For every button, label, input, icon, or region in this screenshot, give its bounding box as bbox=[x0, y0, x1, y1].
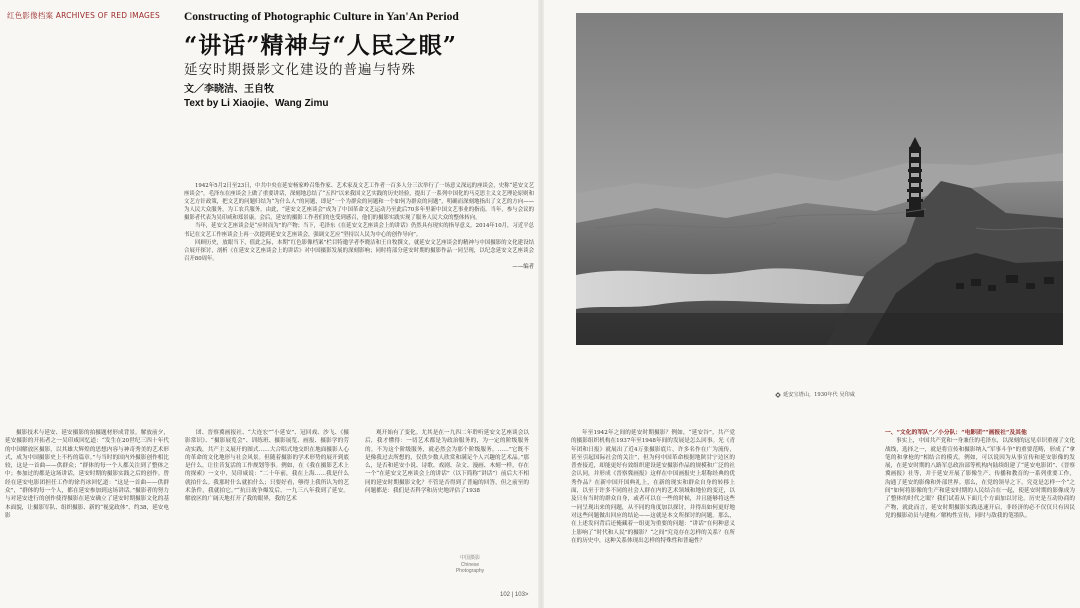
photo-caption bbox=[776, 391, 855, 398]
body-column-6 bbox=[885, 429, 1075, 581]
running-head: 红色影像档案 ARCHIVES OF RED IMAGES bbox=[7, 11, 160, 20]
body-column-2 bbox=[185, 429, 349, 581]
body-column-4 bbox=[571, 429, 735, 581]
article-title-cn: “讲话”精神与“人民之眼” bbox=[184, 32, 457, 59]
body-text: 事实上，中国共产党和一身兼任的毛泽东，以深刻的远见卓识重视了文化战线，选择之一，就是将宣传和摄影纳入“军事斗争”的重要范畴，形成了“拿笔的和拿枪的”相结合的模式。例如，可以说因为从事宣传和延安影像的发展，在延安时期的八路军总政治部等机构内陆续组建了“延安电影团”、《晋察冀画报》社等，并于延安开展了影像生产、传播和教育的一系列重要工作，沟通了延安的影像和外部世界。那么，在党的领导之下，究竟是怎样一个“之间”如何将影像的生产和延安时期的人民结合在一起，使延安时期的影像成为了整体的时代之眼？我们试着从下面几个方面加以讨论。历史是互动协商的产物，就此而言，延安时期摄影实践迅速开启，非经济的必不仅仅只有因民党的摄影动员与建构／解构性宣传，同时与敌我的笔墨队。 bbox=[885, 438, 1075, 519]
photo-image bbox=[576, 13, 1063, 345]
section-heading: 一、“文化的军队”／小分队：“电影团”“画报社”及其他 bbox=[885, 430, 1027, 436]
body-text: 摄影技术与延安、延安摄影的拍摄题材形成背景。解放前夕，延安摄影的开拓者之一吴印咸回忆道：“发生在20世纪三四十年代的中国解放区摄影，以其雄大辉煌的思想内容与神奇秀美的艺术形式，成为中国摄影史上不朽的篇章。”与当时的国内外摄影创作相比较，这是一首曲——供群众；“群体的每一个人都关注到了整体之中；参加过的都是这场讲话，延安时期的摄影实践之后的创作。曾经在延安电影团担任工作的徐肖冰回忆道：“这是一首曲——供群众”，“群体的每一个人，都在延安参加到这场讲话。”摄影者的努力与对延安进行的创作使得摄影在延安确立了延安时期摄影文化的基本面貌，让摄影军队、组织摄影、新的“视觉政体”、约38，延安电影 bbox=[5, 430, 169, 519]
body-column-1 bbox=[5, 429, 169, 581]
side-label-en-2: Photography bbox=[455, 568, 485, 574]
article-subtitle-cn: 延安时期摄影文化建设的普遍与特殊 bbox=[184, 62, 416, 78]
intro-paragraph: 当年，延安文艺座谈会是“应时而为”的产物；当下，毛泽东《在延安文艺座谈会上的讲话》仍然具有现实的指导意义。2014年10月，习近平总书记在文艺工作座谈会上再一次提到延安文艺座谈会，强调文艺应“坚持以人民为中心的创作导向”。 bbox=[184, 223, 534, 238]
body-text: 年至1942年之间的延安时期摄影？例如，“延安谷”，共产党的摄影组织机构在1937年至1948年间的发展是怎么回事。光《青年团和日报》就展出了近4万张摄影底片，许多名作在广为流传，甚至引起国际社会的关注”，但为何中国革命根据地陕甘宁边区的普查接近，却能更好有效组织建设延安摄影作品的规模和广泛的社会认同，并形成《晋察冀画报》这样在中国画报史上堪称经典的优秀作品？在新中国开国典礼上，在新的现实和群众自身的转移上面，以至于许多不同的社会人群在内的艺术领域和地位的变迁，以及只有当时的群众自身，或者可以在一些的时候，并且能够将这些一同呈现出来的问题，从不同的角度加以探讨，并得出如何更好地对这些问题做出回应的结论——这就是本文所探讨的问题。那么，在上述发问背后还掩藏着一组更为重要的问题：“讲话”在何种意义上影响了“时代和人民”的摄影？“之间”究竟存在怎样的关系？在所在的历史中，这种关系体现出怎样的特殊性和普遍性？ bbox=[571, 430, 735, 544]
caption-diamond-icon bbox=[775, 392, 781, 398]
side-label-en-1: Chinese bbox=[460, 561, 480, 568]
byline-cn: 文／李晓洁、王自牧 bbox=[184, 84, 274, 95]
caption-text: 延安宝塔山，1930年代 吴印咸 bbox=[783, 392, 855, 398]
page-gutter bbox=[538, 0, 544, 608]
side-label-cn: 中国摄影 bbox=[459, 555, 480, 561]
photo-yanan-pagoda-hill bbox=[576, 13, 1063, 345]
body-column-3 bbox=[365, 429, 529, 581]
byline-en: Text by Li Xiaojie、Wang Zimu bbox=[184, 98, 329, 109]
editor-sign: ——编者 bbox=[512, 263, 534, 270]
article-title-en: Constructing of Photographic Culture in Yan'An Period bbox=[184, 11, 459, 23]
body-text: 观开始有了变化。尤其是在一九四二年聆听延安文艺座谈会以后，我才懂得：一切艺术都是为政治服务的，为一定的阶级服务的。不为这个阶级服务，就必然会为那个阶级服务。……”它既不是像我过去所想的，仅供少数人欣赏和满足个人兴趣的艺术品。”那么，是否和延安小说、诗歌、戏剧、杂文、漫画、木刻一样，存在一个“在延安文艺座谈会上的讲话”（以下简称“讲话”）前后大不相同的延安时期摄影文化？不管是否得到了普遍的回答，但之前至的问题都是：我们是否科学和历史地评估了1938 bbox=[365, 430, 529, 495]
intro-paragraph: 回顾历史，放眼当下，值此之际，本期“红色影像档案”栏目特邀学者李晓洁和王自牧撰文，就延安文艺座谈会的精神与中国摄影的文化建设结合展开探讨，剖析《在延安文艺座谈会上的讲话》对中国摄影发展的深刻影响；同时将部分延安时期的摄影作品一同呈现，以纪念延安文艺座谈会召开80周年。 bbox=[184, 239, 534, 262]
magazine-side-label bbox=[452, 555, 488, 575]
editor-intro bbox=[184, 182, 534, 350]
intro-paragraph: 1942年5月2日至23日，中共中央在延安杨家岭召集作家、艺术家及文艺工作者一百多人分三次举行了一场意义深远的座谈会，史称“延安文艺座谈会”。毛泽东在座谈会上做了重要讲话，深刻地总结了“五四”以来我国文艺实践的历史经验，提出了一系列中国化的马克思主义文艺理论原则和文艺方针政策，把文艺的问题归结为“为什么人”的问题，即是“一个为群众的问题和一个如何为群众的问题”，明确而深刻地指出了文艺的方向——为人民大众服务，为工农兵服务。由此，“延安文艺座谈会”成为了中国革命文艺运动乃至此后70多年里新中国文艺事业的指南。当年，参与会议的摄影者代表为吴印咸和郑景康。会后，延安的摄影工作者们的也受到感召，他们的摄影实践实现了服务人民大众的整体转向。 bbox=[184, 183, 534, 222]
page-numbers: 102 | 103> bbox=[500, 592, 529, 598]
body-text: 团、晋察冀画报社、“大连宏”“小延安”、冠回戏、沙飞、《摄影常识》、“摄影展览会”、训练班、摄影展览、画报、摄影学的劳动实践，共产主义展开的图式……大合唱式地交织在地面摄影人心的革命的文化地形与社会风景。但随着摄影的学术形势的展开到底是什么，让往昔复活的工作规划等事。例如，在《我在摄影艺术上的探索》一文中，吴印咸说：“二十年前，我在上海……我是什么就拍什么。我那时什么就拍什么；只要好看，够得上我所认为的艺术条件，我就拍它。”“抗日战争爆发后，一九三八年我到了延安。解放区的广阔天地打开了我的眼界，我的艺术 bbox=[185, 430, 349, 503]
